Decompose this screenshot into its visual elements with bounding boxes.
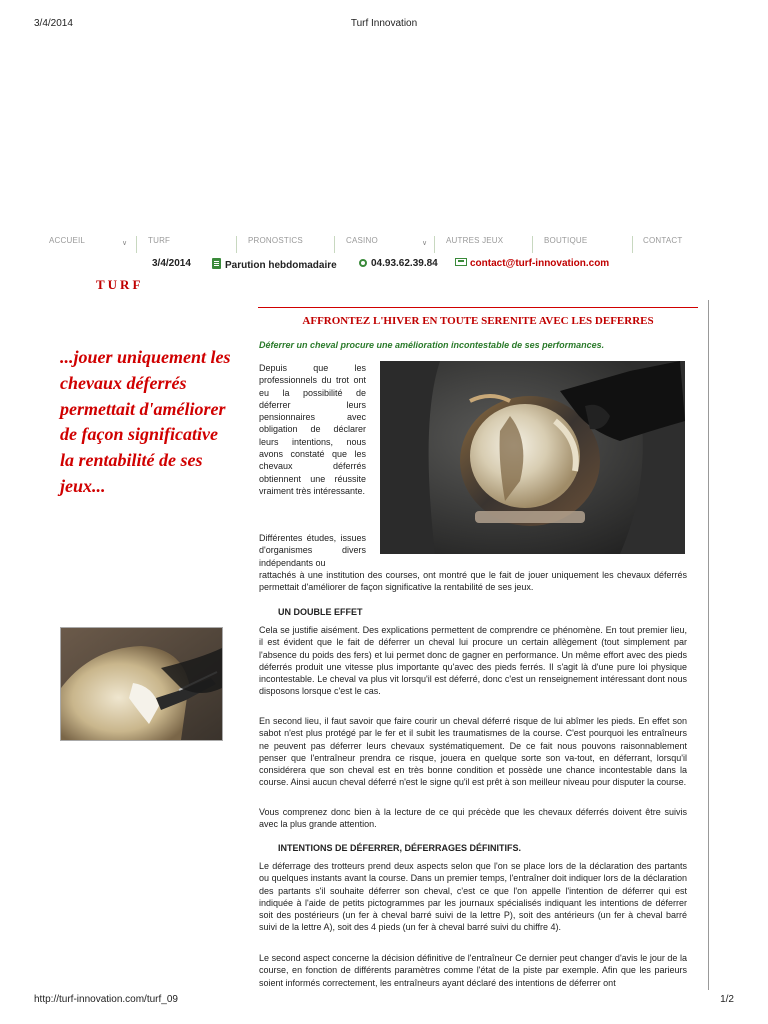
mail-icon <box>455 258 467 266</box>
nav-item-pronostics[interactable]: PRONOSTICS <box>248 236 303 245</box>
horse-hoof-photo <box>380 361 685 554</box>
article-divider <box>258 307 698 308</box>
hoof-trimming-photo <box>60 627 223 741</box>
paragraph-double-effet-3: Vous comprenez donc bien à la lecture de ce qui précède que les chevaux déferrés doivent être suivis avec la plus grande attention. <box>259 807 687 830</box>
parution-label: Parution hebdomadaire <box>225 260 337 271</box>
print-date: 3/4/2014 <box>34 18 73 29</box>
nav-item-accueil[interactable]: ACCUEIL <box>49 236 86 245</box>
nav-item-contact[interactable]: CONTACT <box>643 236 683 245</box>
chevron-down-icon[interactable]: ∨ <box>422 240 428 247</box>
studies-paragraph-start: Différentes études, issues d'organismes divers indépendants ou <box>259 533 366 568</box>
section-heading-double-effet: UN DOUBLE EFFET <box>278 607 363 617</box>
phone-number: 04.93.62.39.84 <box>371 258 438 269</box>
nav-divider <box>532 236 533 253</box>
nav-divider <box>632 236 633 253</box>
print-title: Turf Innovation <box>350 18 418 29</box>
phone-info <box>359 258 438 269</box>
page-number: 1/2 <box>720 994 734 1005</box>
print-url: http://turf-innovation.com/turf_09 <box>34 994 178 1005</box>
section-label: TURF <box>96 277 144 292</box>
article-lead: Déferrer un cheval procure une amélioration incontestable de ses performances. <box>259 340 605 350</box>
chevron-down-icon[interactable]: ∨ <box>122 240 128 247</box>
nav-divider <box>136 236 137 253</box>
paragraph-double-effet-2: En second lieu, il faut savoir que faire courir un cheval déferré risque de lui abîmer les pieds. En effet son sabot n'est plus protégé par le fer et il subit les traumatismes de la course. C'est pourquoi les entraîneurs ne peuvent pas déferrer leurs chevaux systématiquement. De ce fait nous pouvons raisonnablement penser que l'entraîneur prendra ce risque, jouera en quelque sorte son va-tout, en déferrant, lorsqu'il considérera que son cheval est en très bonne condition et possède une chance incontestable dans la course. Ainsi aucun cheval déferré n'est le signe qu'il est prêt à son meilleur niveau pour disputer la course. <box>259 716 687 788</box>
document-icon <box>212 258 221 269</box>
scroll-track[interactable] <box>708 300 709 990</box>
main-nav <box>42 236 742 254</box>
nav-item-turf[interactable]: TURF <box>148 236 171 245</box>
parution-info <box>212 258 337 271</box>
email-info[interactable] <box>455 258 609 269</box>
section-heading-intentions: INTENTIONS DE DÉFERRER, DÉFERRAGES DÉFINITIFS. <box>278 843 522 853</box>
studies-paragraph-end: rattachés à une institution des courses, ont montré que le fait de jouer uniquement les chevaux déferrés permettait d'améliorer de façon significative la rentabilité de ses jeux. <box>259 570 687 593</box>
nav-divider <box>334 236 335 253</box>
paragraph-intentions-2: Le second aspect concerne la décision définitive de l'entraîneur Ce dernier peut changer d'avis le jour de la course, en fonction de différents paramètres comme l'état de la piste par exemple. Afin que les parieurs soient informés correctement, les entraîneurs ayant déclaré des intentions de déferrer ont <box>259 953 687 988</box>
nav-item-casino[interactable]: CASINO <box>346 236 378 245</box>
phone-icon <box>359 259 367 267</box>
nav-divider <box>434 236 435 253</box>
nav-item-autres-jeux[interactable]: AUTRES JEUX <box>446 236 504 245</box>
info-date: 3/4/2014 <box>152 258 191 269</box>
pull-quote: ...jouer uniquement les chevaux déferrés permettait d'améliorer de façon significative la rentabilité de ses jeux... <box>60 347 231 496</box>
paragraph-intentions-1: Le déferrage des trotteurs prend deux aspects selon que l'on se place lors de la déclaration des partants ou quelques instants avant la course. Dans un premier temps, l'entraîner doit indiquer lors de la déclaration des partants s'il souhaite déferrer son cheval, c'est ce que l'on appelle l'intention de déferrer qui est indiquée à l'aide de petits pictogrammes par les journaux spécialisés indiquant les intentions de déferrer soit des postérieurs (un fer à cheval barré suivi de la lettre P), soit des antérieurs (un fer à cheval barré suivi de la lettre A), soit des 4 pieds (un fer à cheval barré suivi du chiffre 4). <box>259 861 687 933</box>
nav-item-boutique[interactable]: BOUTIQUE <box>544 236 588 245</box>
email-link[interactable]: contact@turf-innovation.com <box>470 258 610 269</box>
intro-paragraph: Depuis que les professionnels du trot ont eu la possibilité de déferrer leurs pensionnaires avec obligation de déclarer leurs intentions, nous avons constaté que les chevaux déferrés obtiennent une réussite vraiment très intéressante. <box>259 363 366 496</box>
article-title: AFFRONTEZ L'HIVER EN TOUTE SERENITE AVEC LES DEFERRES <box>302 315 654 327</box>
nav-divider <box>236 236 237 253</box>
paragraph-double-effet-1: Cela se justifie aisément. Des explications permettent de comprendre ce phénomène. En tout premier lieu, il est évident que le fait de déferrer un cheval lui procure un certain allègement (tout simplement par l'absence du poids des fers) et lui permet donc de gagner en performance. Un même effort avec des pieds déferrés produit une vitesse plus importante qu'avec des pieds ferrés. Il s'agit là d'une pure loi physique incontestable. Le cheval va plus vit lorsqu'il est déferré, donc c'est un renseignement intéressant dont nous disposons lorsque c'est le cas. <box>259 625 687 697</box>
pdf-header <box>0 18 768 32</box>
